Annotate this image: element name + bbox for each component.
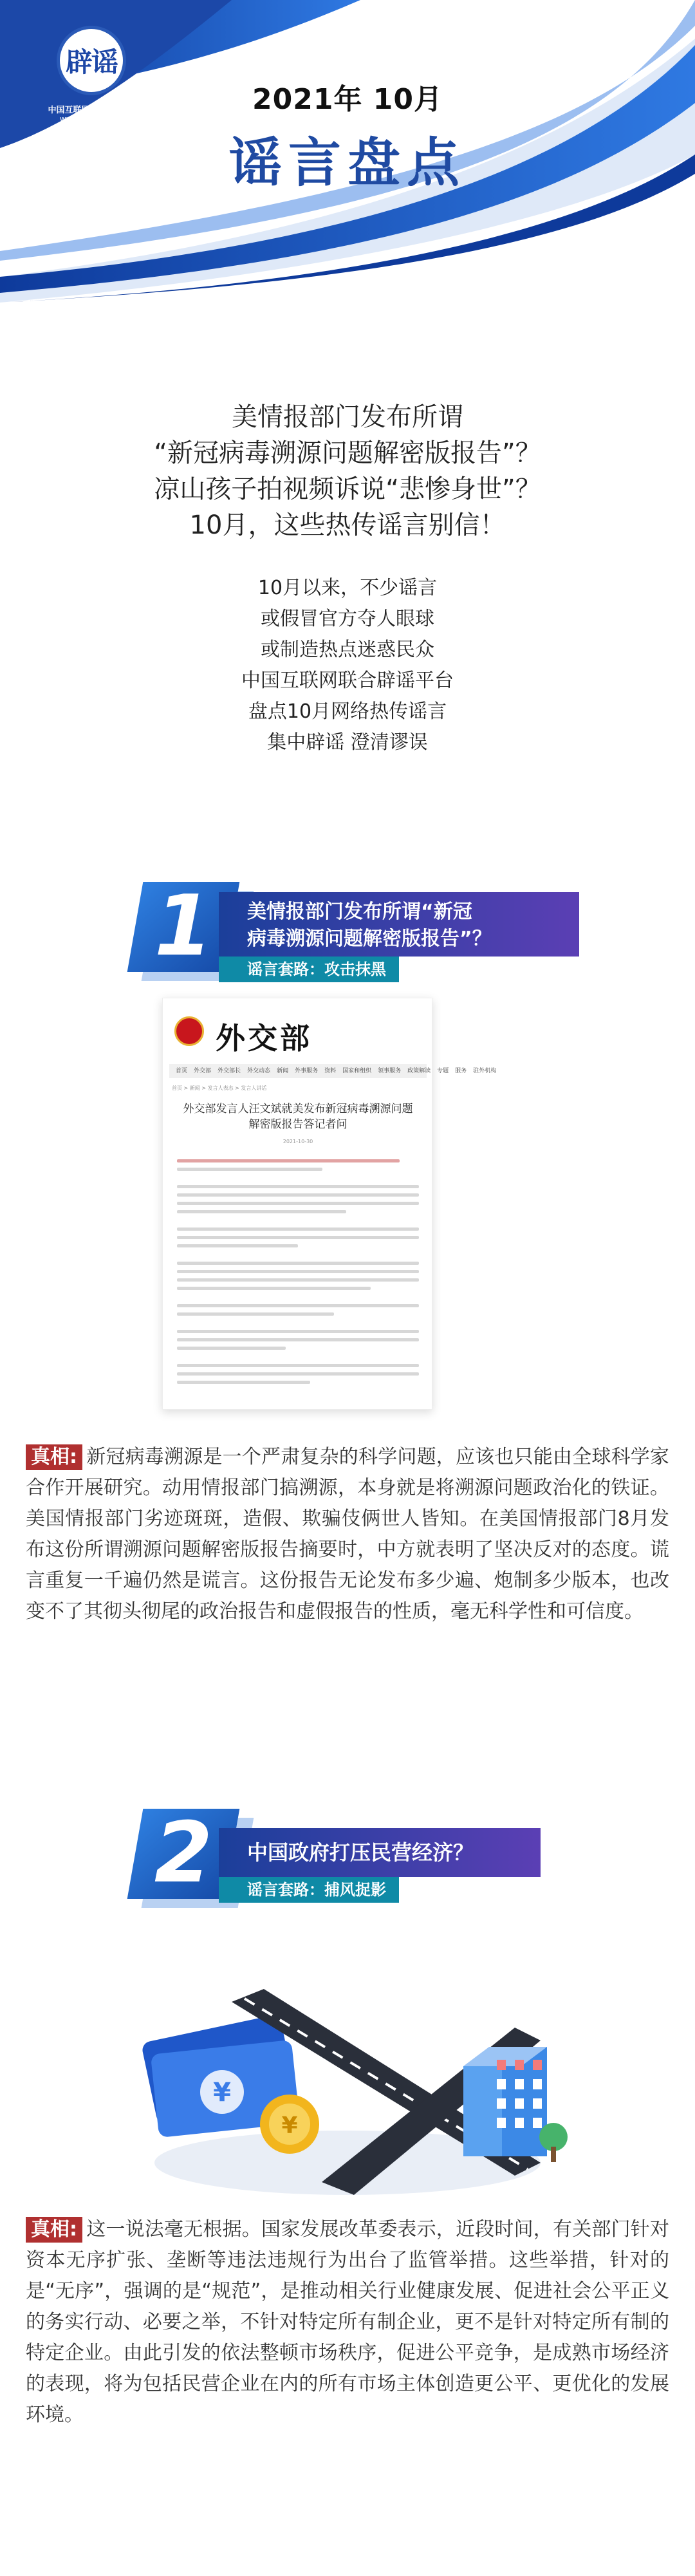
section-title — [219, 1828, 541, 1877]
intro-headline — [0, 399, 695, 543]
section-2-banner — [135, 1802, 586, 1925]
article-meta: 2021-10-30 — [283, 1139, 313, 1144]
rumor-tactic-tag: 谣言套路：捕风捉影 — [219, 1877, 399, 1903]
header-banner — [0, 0, 695, 303]
section-1-banner — [135, 875, 586, 998]
section-title — [219, 892, 579, 957]
section-title-line: 病毒溯源问题解密版报告”？ — [247, 928, 492, 950]
nav-item[interactable]: 首页 — [176, 1068, 188, 1074]
national-emblem-icon — [174, 1016, 204, 1046]
fact-label: 真相: — [26, 2217, 82, 2243]
breadcrumb: 首页 > 新闻 > 发言人表态 > 发言人讲话 — [172, 1085, 267, 1091]
nav-item[interactable]: 外交动态 — [247, 1068, 271, 1074]
currency-symbol: ¥ — [281, 2113, 298, 2139]
article-body-placeholder — [177, 1159, 419, 1389]
intro-headline-line: “新冠病毒溯源问题解密版报告”？ — [154, 438, 541, 468]
org-name: 中国互联网联合辟谣平台 — [48, 106, 140, 115]
nav-item[interactable]: 新闻 — [277, 1068, 289, 1074]
nav-item[interactable]: 资料 — [324, 1068, 337, 1074]
nav-item[interactable]: 外事服务 — [295, 1068, 319, 1074]
economy-illustration — [129, 1950, 566, 2201]
intro-summary-line: 盘点10月网络热传谣言 — [248, 700, 447, 723]
nav-item[interactable]: 外交部长 — [218, 1068, 241, 1074]
nav-item[interactable]: 服务 — [455, 1068, 467, 1074]
currency-symbol: ¥ — [213, 2078, 231, 2107]
intro-summary-line: 或制造热点迷惑民众 — [261, 639, 434, 661]
intro-headline-line: 凉山孩子拍视频诉说“悲惨身世”？ — [154, 474, 541, 504]
rumor-tactic-tag: 谣言套路：攻击抹黑 — [219, 957, 399, 982]
fact-paragraph — [26, 1442, 669, 1627]
mfa-screenshot-card — [162, 998, 497, 1410]
nav-item[interactable]: 政策解读 — [407, 1068, 431, 1074]
intro-summary-line: 集中辟谣 澄清谬误 — [267, 731, 428, 754]
illustration-svg — [129, 1950, 566, 2201]
section-title-line: 美情报部门发布所谓“新冠 — [247, 901, 472, 923]
nav-item[interactable]: 专题 — [437, 1068, 449, 1074]
article-title: 外交部发言人汪文斌就美发布新冠病毒溯源问题解密版报告答记者问 — [183, 1103, 413, 1131]
page-title: 谣言盘点 — [228, 133, 466, 194]
fact-text: 这一说法毫无根据。国家发展改革委表示，近段时间，有关部门针对资本无序扩张、垄断等违法违规行为出台了监管举措。这些举措，针对的是“无序”，强调的是“规范”，是推动相关行业健康发展、促进社会公平正义的务实行动、必要之举，不针对特定所有制企业，更不是针对特定所有制的特定企业。由此引发的依法整顿市场秩序，促进公平竞争，是成熟市场经济的表现，将为包括民营企业在内的所有市场主体创造更公平、更优化的发展环境。 — [26, 2218, 669, 2426]
site-name: 外交部 — [216, 1021, 312, 1056]
org-url: www.piyao.org.cn — [59, 115, 129, 124]
nav-item[interactable]: 驻外机构 — [473, 1068, 497, 1074]
fact-label: 真相: — [26, 1444, 82, 1470]
section-title-line: 中国政府打压民营经济？ — [247, 1840, 474, 1865]
nav-item[interactable]: 国家和组织 — [342, 1068, 372, 1074]
fact-text: 新冠病毒溯源是一个严肃复杂的科学问题，应该也只能由全球科学家合作开展研究。动用情报部门搞溯源，本身就是将溯源问题政治化的铁证。美国情报部门劣迹斑斑，造假、欺骗伎俩世人皆知。在美国情报部门8月发布这份所谓溯源问题解密版报告摘要时，中方就表明了坚决反对的态度。谎言重复一千遍仍然是谎言。这份报告无论发布多少遍、炮制多少版本，也改变不了其彻头彻尾的政治报告和虚假报告的性质，毫无科学性和可信度。 — [26, 1446, 669, 1623]
nav-item[interactable]: 领事服务 — [378, 1068, 402, 1074]
logo-text: 辟谣 — [65, 46, 117, 78]
intro-summary-line: 10月以来，不少谣言 — [257, 577, 438, 599]
fact-paragraph — [26, 2214, 669, 2431]
intro-summary-line: 中国互联网联合辟谣平台 — [241, 669, 454, 692]
intro-headline-line: 美情报部门发布所谓 — [232, 402, 463, 432]
section-number: 2 — [154, 1804, 213, 1901]
intro-summary-line: 或假冒官方夺人眼球 — [261, 608, 434, 630]
nav-item[interactable]: 外交部 — [194, 1068, 212, 1074]
intro-summary — [0, 573, 695, 758]
site-nav — [169, 1064, 497, 1078]
date-line: 2021年 10月 — [252, 83, 443, 116]
intro-headline-line: 10月，这些热传谣言别信！ — [189, 510, 506, 540]
section-number: 1 — [154, 877, 213, 975]
